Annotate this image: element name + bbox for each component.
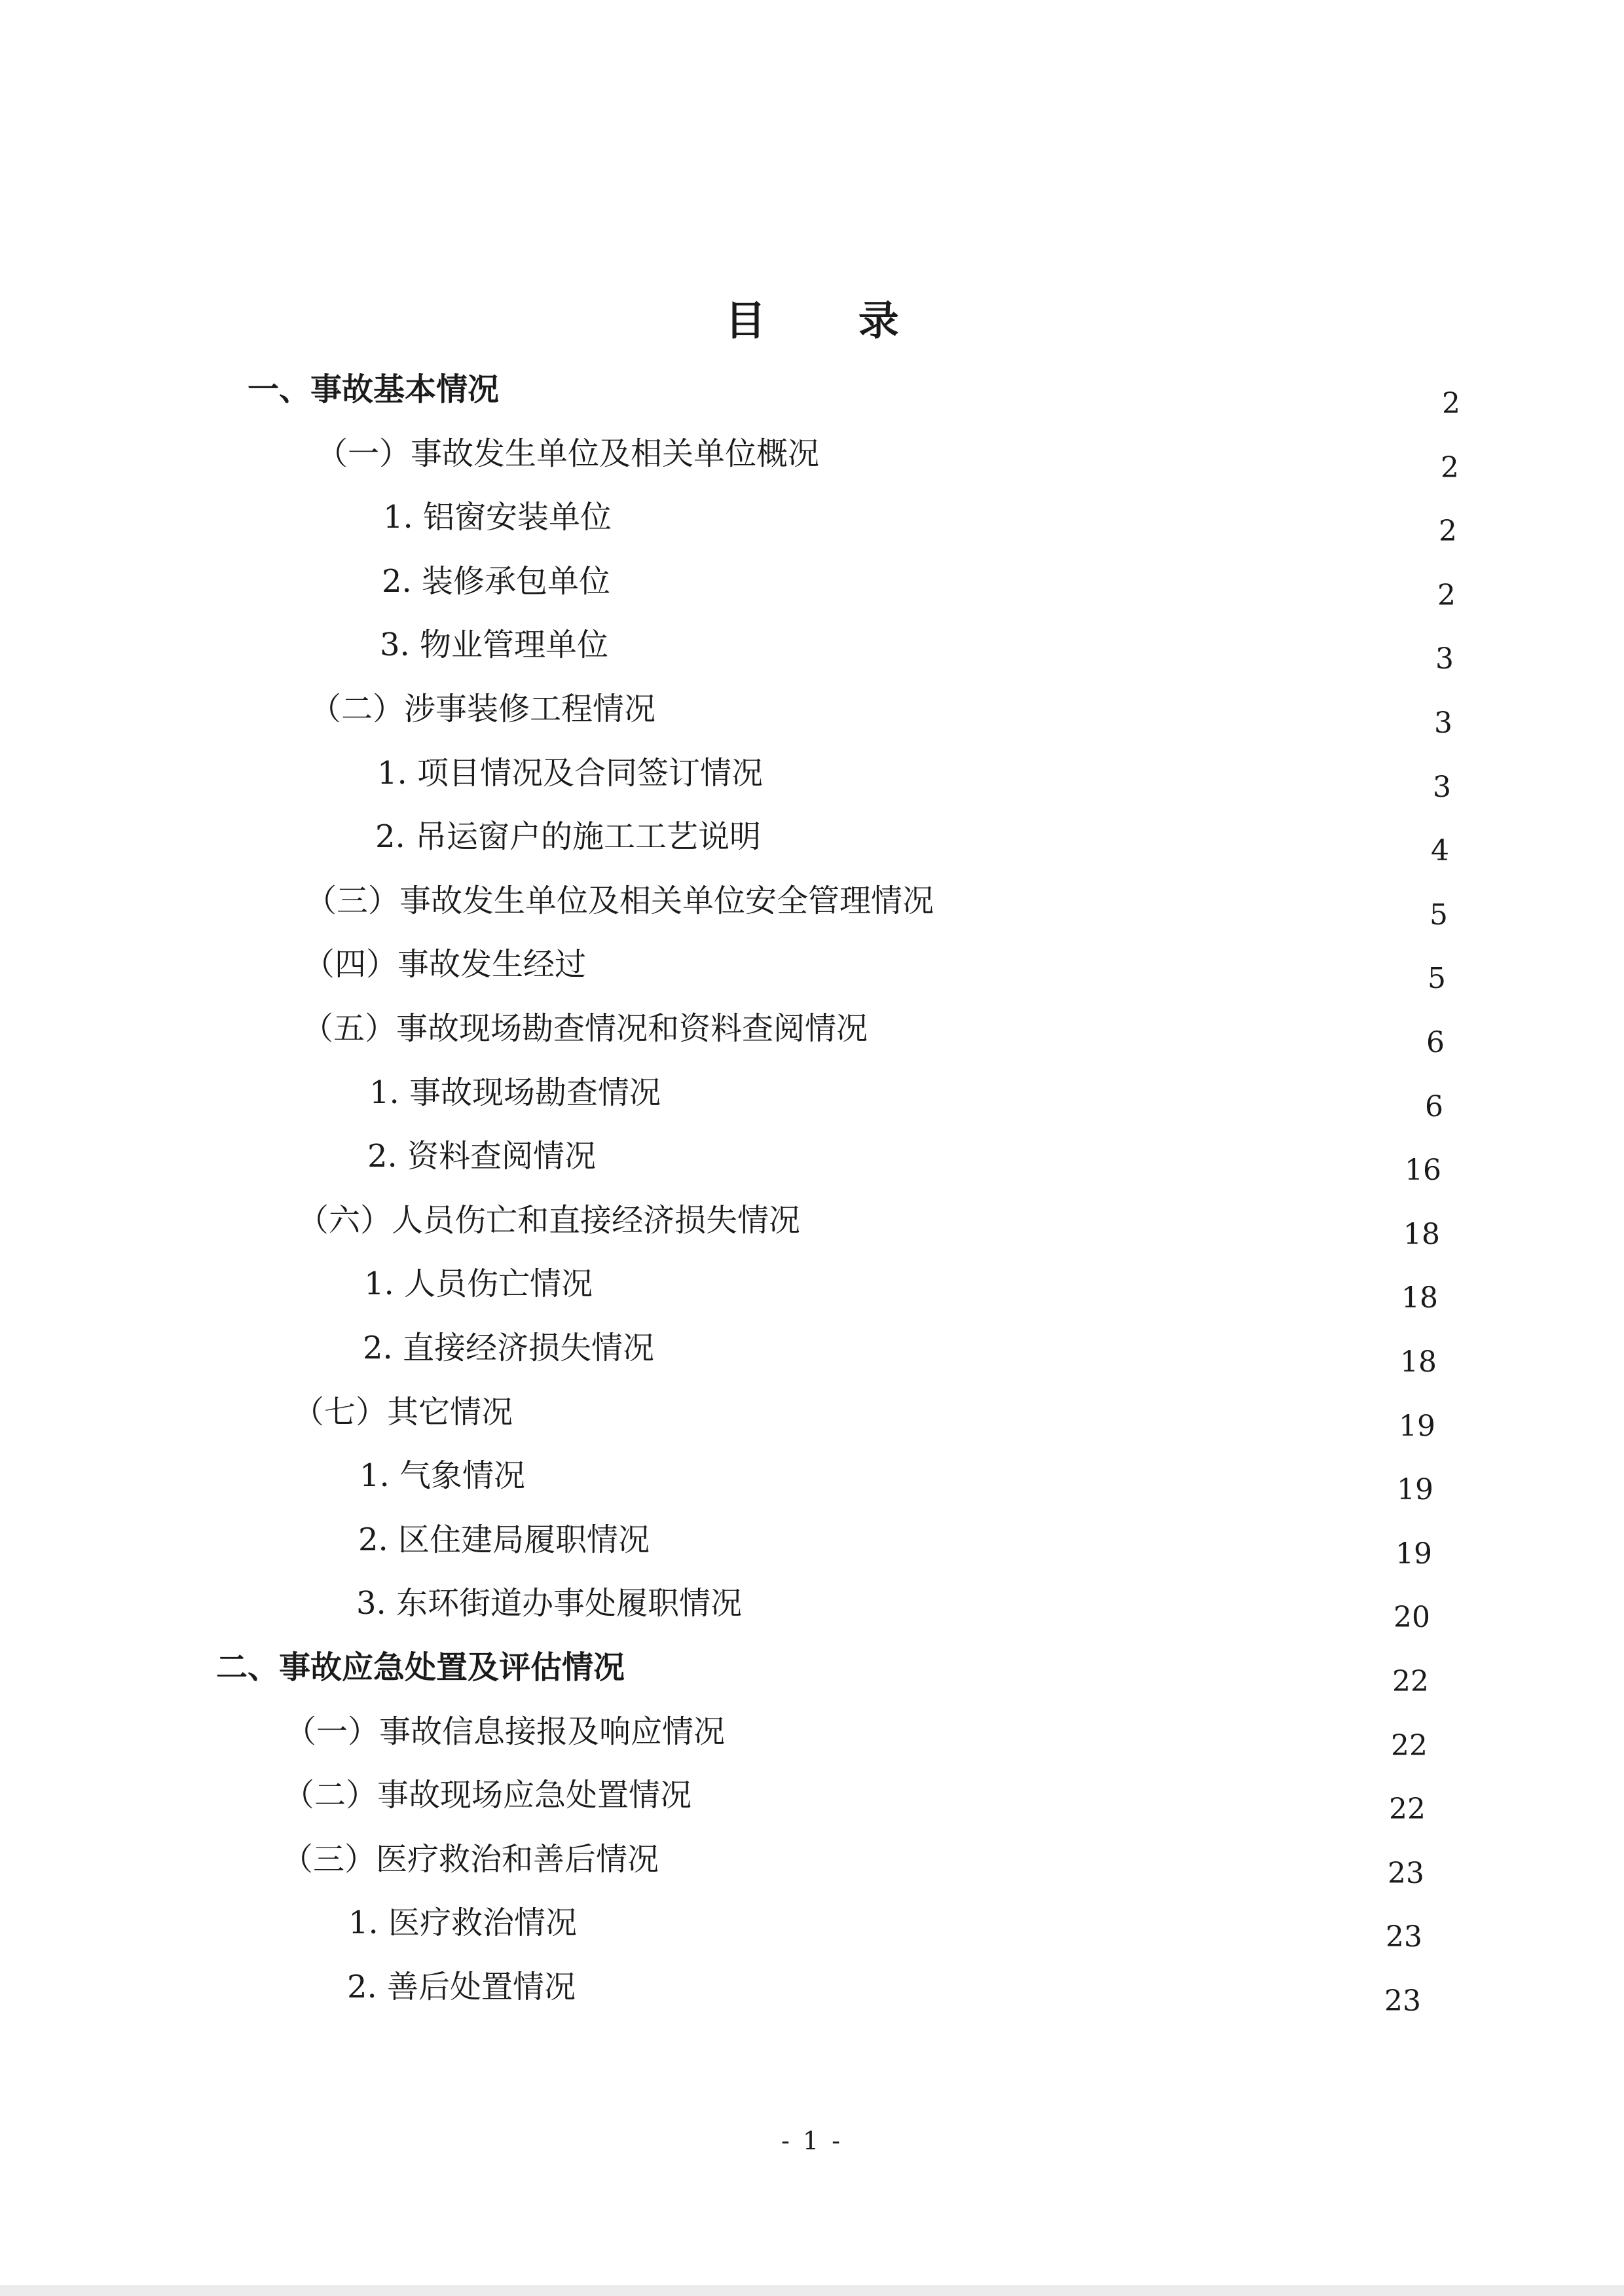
toc-entry[interactable] (0, 881, 1624, 934)
toc-entry-page: 4 (1431, 834, 1449, 868)
toc-entry-page: 16 (1405, 1154, 1441, 1188)
toc-entry-label: 一、事故基本情况 (248, 371, 500, 408)
toc-entry-label: 2. 吊运窗户的施工工艺说明 (375, 818, 762, 856)
toc-entry-label: （五）事故现场勘查情况和资料查阅情况 (302, 1010, 868, 1047)
toc-entry[interactable] (0, 1967, 1624, 2020)
toc-entry-label: （六）人员伤亡和直接经济损失情况 (297, 1201, 801, 1239)
toc-entry[interactable] (0, 689, 1624, 742)
toc-entry[interactable] (0, 1201, 1624, 1253)
toc-entry[interactable] (0, 562, 1624, 614)
toc-entry-label: 3. 物业管理单位 (380, 627, 609, 664)
toc-entry[interactable] (0, 817, 1624, 869)
toc-entry-label: 1. 人员伤亡情况 (364, 1266, 593, 1303)
toc-entry-page: 5 (1430, 898, 1448, 932)
toc-entry[interactable] (0, 370, 1624, 422)
toc-entry-page: 19 (1399, 1409, 1435, 1443)
toc-entry[interactable] (0, 945, 1624, 997)
toc-entry-label: （二）事故现场应急处置情况 (283, 1777, 692, 1814)
toc-entry-label: （七）其它情况 (293, 1393, 513, 1430)
toc-entry[interactable] (0, 1137, 1624, 1189)
toc-entry[interactable] (0, 1328, 1624, 1381)
toc-entry-label: 1. 医疗救治情况 (348, 1904, 578, 1942)
toc-entry[interactable] (0, 1648, 1624, 1700)
toc-entry[interactable] (0, 434, 1624, 486)
toc-entry-page: 18 (1403, 1217, 1440, 1251)
toc-entry-label: （二）涉事装修工程情况 (310, 691, 656, 727)
toc-entry-page: 19 (1397, 1473, 1433, 1507)
toc-entry[interactable] (0, 1009, 1624, 1061)
toc-entry-page: 18 (1400, 1345, 1437, 1379)
toc-entry-page: 23 (1388, 1856, 1424, 1890)
toc-entry-page: 3 (1434, 706, 1452, 740)
toc-entry[interactable] (0, 498, 1624, 550)
toc-entry[interactable] (0, 1264, 1624, 1317)
toc-entry[interactable] (0, 625, 1624, 678)
toc-entry[interactable] (0, 1776, 1624, 1828)
toc-entry[interactable] (0, 1903, 1624, 1956)
toc-entry[interactable] (0, 754, 1624, 806)
toc-entry-label: 1. 项目情况及合同签订情况 (377, 754, 764, 792)
toc-entry[interactable] (0, 1393, 1624, 1445)
toc-entry-label: （一）事故发生单位及相关单位概况 (316, 435, 820, 472)
toc-entry-page: 3 (1435, 642, 1454, 676)
toc-entry[interactable] (0, 1584, 1624, 1636)
toc-entry-page: 23 (1384, 1984, 1421, 2018)
toc-entry-page: 3 (1433, 770, 1451, 804)
toc-entry-page: 2 (1442, 387, 1460, 420)
toc-entry-page: 5 (1428, 962, 1446, 996)
scan-edge-strip (0, 2285, 1624, 2296)
toc-entry-label: 2. 善后处置情况 (347, 1969, 576, 2005)
toc-entry-page: 2 (1441, 450, 1459, 484)
toc-entry-page: 6 (1425, 1089, 1443, 1123)
toc-entry-page: 22 (1391, 1728, 1428, 1762)
toc-entry[interactable] (0, 1840, 1624, 1892)
toc-entry-label: 1. 事故现场勘查情况 (369, 1074, 661, 1111)
toc-entry[interactable] (0, 1073, 1624, 1125)
toc-entry-label: 1. 铝窗安装单位 (383, 499, 612, 536)
toc-entry-page: 23 (1386, 1920, 1422, 1954)
toc-entry-page: 22 (1389, 1793, 1426, 1827)
toc-entry-label: 2. 资料查阅情况 (367, 1138, 597, 1175)
toc-entry-label: 2. 区住建局履职情况 (358, 1521, 650, 1558)
toc-entry[interactable] (0, 1712, 1624, 1764)
toc-entry-label: （三）医疗救治和善后情况 (282, 1840, 659, 1878)
toc-entry-page: 6 (1426, 1026, 1445, 1059)
toc-entry-label: 3. 东环街道办事处履职情况 (356, 1585, 743, 1622)
toc-entry-page: 18 (1401, 1281, 1438, 1315)
toc-entry-page: 2 (1437, 578, 1456, 612)
toc-entry-label: （四）事故发生经过 (303, 946, 587, 983)
toc-entry-label: 2. 直接经济损失情况 (363, 1330, 655, 1366)
toc-entry-label: （一）事故信息接报及响应情况 (285, 1713, 726, 1750)
page-number: - 1 - (781, 2126, 843, 2155)
toc-entry-page: 22 (1392, 1665, 1429, 1698)
toc-entry-label: 1. 气象情况 (360, 1457, 526, 1495)
toc-entry[interactable] (0, 1520, 1624, 1573)
toc-title: 目 录 (725, 297, 938, 344)
toc-entry-page: 2 (1439, 515, 1457, 549)
toc-entry-label: 二、事故应急处置及评估情况 (216, 1649, 625, 1686)
toc-entry-label: 2. 装修承包单位 (382, 562, 611, 600)
toc-entry-page: 19 (1395, 1537, 1432, 1571)
toc-entry[interactable] (0, 1456, 1624, 1508)
toc-entry-label: （三）事故发生单位及相关单位安全管理情况 (305, 882, 934, 919)
toc-entry-page: 20 (1393, 1601, 1430, 1635)
